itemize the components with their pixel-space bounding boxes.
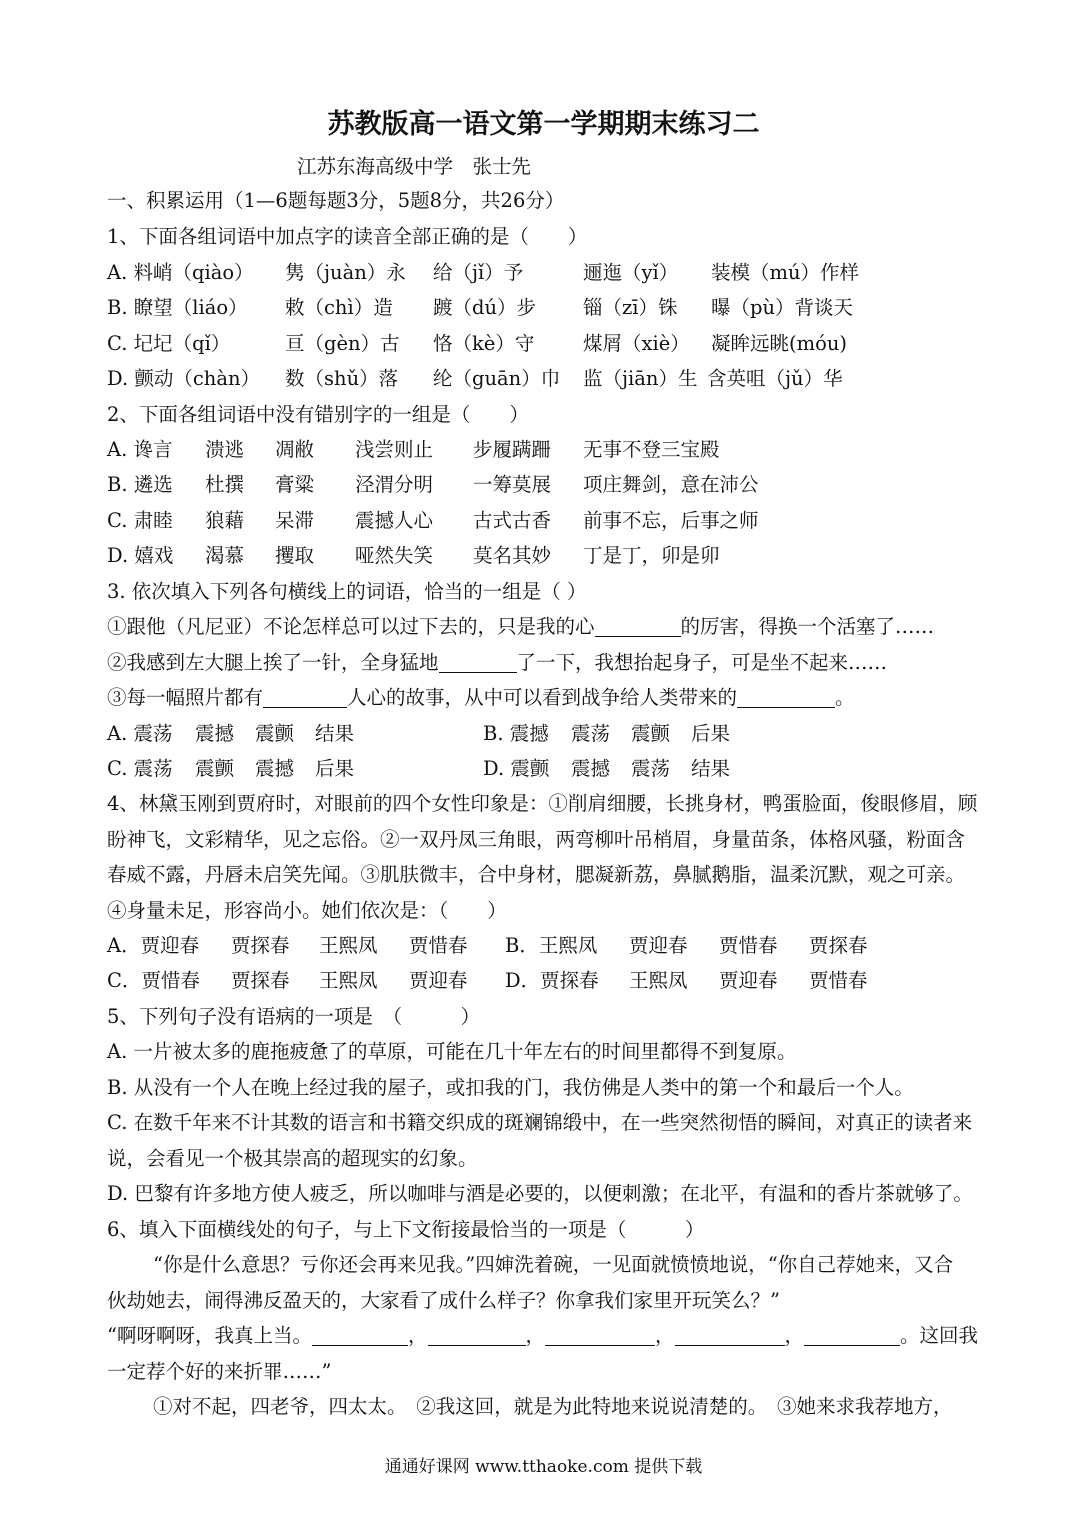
q4-b-name: 贾探春	[809, 934, 868, 957]
q4-c-name: 贾探春	[231, 969, 290, 992]
q1-c-item: 亘（gèn）古	[285, 332, 400, 355]
section-heading: 一、积累运用（1—6题每题3分，5题8分，共26分）	[107, 189, 565, 212]
q6-passage-blanks-line	[107, 1321, 987, 1351]
question-3-stem: 3. 依次填入下列各句横线上的词语，恰当的一组是（ ）	[107, 580, 587, 603]
q3-d-word: 结果	[691, 757, 731, 780]
q1-c-item: 凝眸远眺(móu)	[711, 332, 848, 355]
q2-a-word: 浅尝则止	[355, 438, 434, 461]
q2-a-word: A. 谗言	[107, 438, 173, 461]
q5-option-c: C. 在数千年来不计其数的语言和书籍交织成的斑斓锦缎中，在一些突然彻悟的瞬间，对真正的读者来	[107, 1111, 973, 1134]
q4-b-name: B．王熙凤	[505, 934, 598, 957]
q3-b-word: 后果	[691, 722, 731, 745]
q1-b-item: 敕（chì）造	[285, 296, 393, 319]
q6-passage-line: 伙劫她去，闹得沸反盈天的，大家看了成什么样子？你拿我们家里开玩笑么？”	[107, 1289, 780, 1312]
q3-sentence-3	[107, 683, 987, 713]
q4-d-name: 贾迎春	[719, 969, 778, 992]
q3-a-word: 震颤	[255, 722, 295, 745]
page-title: 苏教版高一语文第一学期期末练习二	[327, 109, 760, 140]
q2-d-word: 哑然失笑	[355, 544, 434, 567]
q5-option-b: B. 从没有一个人在晚上经过我的屋子，或扣我的门，我仿佛是人类中的第一个和最后一个人。	[107, 1076, 914, 1099]
q3-s1-text-a: ①跟他（凡尼亚）不论怎样总可以过下去的，只是我的心	[107, 615, 595, 638]
question-2-stem: 2、下面各组词语中没有错别字的一组是（ ）	[107, 403, 529, 426]
answer-blank[interactable]	[439, 650, 517, 673]
q1-a-item: A. 料峭（qiào）	[107, 261, 254, 284]
q2-c-word: C. 肃睦	[107, 509, 173, 532]
q3-sentence-2	[107, 648, 987, 678]
question-4-line: 盼神飞，文彩精华，见之忘俗。②一双丹凤三角眼，两弯柳叶吊梢眉，身量苗条，体格风骚，粉面含	[107, 828, 966, 851]
answer-blank[interactable]	[312, 1323, 408, 1346]
q3-b-word: B. 震撼	[483, 722, 549, 745]
q4-d-name: D．贾探春	[505, 969, 599, 992]
q3-a-word: 结果	[315, 722, 355, 745]
q6-passage-line: 一定荐个好的来折罪……”	[107, 1360, 332, 1383]
q6-quote-start: “啊呀啊呀，我真上当。	[107, 1324, 312, 1347]
q4-c-name: C．贾惜春	[107, 969, 200, 992]
q1-d-item: 监（jiān）生	[583, 367, 698, 390]
q3-d-word: D. 震颤	[483, 757, 550, 780]
comma: ，	[525, 1324, 546, 1347]
q2-c-word: 呆滞	[275, 509, 315, 532]
q3-d-word: 震荡	[631, 757, 671, 780]
q1-d-item: D. 颤动（chàn）	[107, 367, 261, 390]
q3-a-word: 震撼	[195, 722, 235, 745]
q1-a-item: 给（jǐ）予	[433, 261, 524, 284]
comma: ，	[407, 1324, 428, 1347]
q2-d-word: 攫取	[275, 544, 315, 567]
q4-a-name: 贾惜春	[409, 934, 468, 957]
answer-blank[interactable]	[675, 1323, 785, 1346]
q5-option-d: D. 巴黎有许多地方使人疲乏，所以咖啡与酒是必要的，以便刺激；在北平，有温和的香片茶就够了。	[107, 1182, 973, 1205]
q2-d-word: D. 嬉戏	[107, 544, 174, 567]
q4-c-name: 王熙凤	[319, 969, 378, 992]
q4-b-name: 贾惜春	[719, 934, 778, 957]
question-4-line: ④身量未足，形容尚小。她们依次是：（ ）	[107, 899, 507, 922]
q2-a-word: 步履蹒跚	[473, 438, 552, 461]
q3-c-word: 震颤	[195, 757, 235, 780]
q1-a-item: 隽（juàn）永	[285, 261, 406, 284]
q2-a-word: 无事不登三宝殿	[583, 438, 720, 461]
q3-d-word: 震撼	[571, 757, 611, 780]
question-4-line: 春威不露，丹唇未启笑先闻。③肌肤微丰，合中身材，腮凝新荔，鼻腻鹅脂，温柔沉默，观之可亲。	[107, 863, 966, 886]
q1-b-item: 锱（zī）铢	[583, 296, 678, 319]
q5-option-a: A. 一片被太多的鹿拖疲惫了的草原，可能在几十年左右的时间里都得不到复原。	[107, 1040, 797, 1063]
q1-c-item: 煤屑（xiè）	[583, 332, 690, 355]
q3-s2-text-a: ②我感到左大腿上挨了一针，全身猛地	[107, 651, 439, 674]
q3-c-word: C. 震荡	[107, 757, 173, 780]
comma: ，	[784, 1324, 805, 1347]
q2-b-word: 一筹莫展	[473, 473, 552, 496]
q6-options-line: ①对不起，四老爷，四太太。 ②我这回，就是为此特地来说说清楚的。 ③她来求我荐地方，	[153, 1395, 953, 1418]
q3-s2-text-b: 了一下，我想抬起身子，可是坐不起来……	[516, 651, 888, 674]
comma: ，	[655, 1324, 675, 1347]
q4-a-name: A．贾迎春	[107, 934, 200, 957]
q3-s3-text-a: ③每一幅照片都有	[107, 686, 264, 709]
q4-d-name: 王熙凤	[629, 969, 688, 992]
q4-a-name: 王熙凤	[319, 934, 378, 957]
q2-c-word: 震撼人心	[355, 509, 434, 532]
q6-passage-line: “你是什么意思？亏你还会再来见我。”四婶洗着碗，一见面就愤愤地说，“你自己荐她来，又合	[153, 1253, 954, 1276]
q3-a-word: A. 震荡	[107, 722, 173, 745]
q1-d-item: 含英咀（jǔ）华	[707, 367, 843, 390]
q3-b-word: 震荡	[571, 722, 611, 745]
q2-d-word: 莫名其妙	[473, 544, 552, 567]
q3-s1-text-b: 的厉害，得换一个活塞了……	[680, 615, 935, 638]
q2-b-word: 项庄舞剑，意在沛公	[583, 473, 759, 496]
q2-b-word: 杜撰	[205, 473, 245, 496]
q4-a-name: 贾探春	[231, 934, 290, 957]
q2-b-word: B. 遴选	[107, 473, 173, 496]
q2-c-word: 前事不忘，后事之师	[583, 509, 759, 532]
q1-b-item: 曝（pù）背谈天	[711, 296, 854, 319]
q1-b-item: 踱（dú）步	[433, 296, 537, 319]
q2-b-word: 泾渭分明	[355, 473, 434, 496]
q2-c-word: 狼藉	[205, 509, 245, 532]
q6-quote-end: 。这回我	[900, 1324, 979, 1347]
question-6-stem: 6、填入下面横线处的句子，与上下文衔接最恰当的一项是（ ）	[107, 1218, 705, 1241]
q1-c-item: C. 圮圮（qǐ）	[107, 332, 231, 355]
q1-b-item: B. 瞭望（liáo）	[107, 296, 248, 319]
page-footer: 通通好课网 www.tthaoke.com 提供下载	[384, 1457, 703, 1477]
question-4-line: 4、林黛玉刚到贾府时，对眼前的四个女性印象是：①削肩细腰，长挑身材，鸭蛋脸面，俊眼修眉，顾	[107, 792, 978, 815]
answer-blank[interactable]	[545, 1323, 655, 1346]
q3-s3-text-c: 。	[835, 686, 855, 709]
q1-a-item: 装模（mú）作样	[711, 261, 860, 284]
answer-blank[interactable]	[804, 1323, 900, 1346]
answer-blank[interactable]	[428, 1323, 526, 1346]
q3-b-word: 震颤	[631, 722, 671, 745]
question-1-stem: 1、下面各组词语中加点字的读音全部正确的是（ ）	[107, 225, 588, 248]
q1-d-item: 数（shǔ）落	[285, 367, 399, 390]
q2-d-word: 丁是丁，卯是卯	[583, 544, 720, 567]
q3-sentence-1	[107, 612, 987, 642]
q4-d-name: 贾惜春	[809, 969, 868, 992]
q2-b-word: 膏粱	[275, 473, 315, 496]
answer-blank[interactable]	[263, 685, 347, 708]
answer-blank[interactable]	[737, 685, 835, 708]
q3-c-word: 震撼	[255, 757, 295, 780]
q2-a-word: 溃逃	[205, 438, 245, 461]
q4-c-name: 贾迎春	[409, 969, 468, 992]
q1-a-item: 逦迤（yǐ）	[583, 261, 679, 284]
q2-c-word: 古式古香	[473, 509, 552, 532]
q4-b-name: 贾迎春	[629, 934, 688, 957]
q2-a-word: 凋敝	[275, 438, 315, 461]
q1-d-item: 纶（guān）巾	[433, 367, 561, 390]
q3-s3-text-b: 人心的故事，从中可以看到战争给人类带来的	[347, 686, 738, 709]
q1-c-item: 恪（kè）守	[433, 332, 535, 355]
q5-option-c-cont: 说，会看见一个极其崇高的超现实的幻象。	[107, 1147, 478, 1170]
author-line: 江苏东海高级中学 张士先	[297, 155, 532, 178]
q2-d-word: 渴慕	[205, 544, 245, 567]
q3-c-word: 后果	[315, 757, 355, 780]
answer-blank[interactable]	[595, 614, 681, 637]
question-5-stem: 5、下列句子没有语病的一项是 （ ）	[107, 1005, 481, 1028]
